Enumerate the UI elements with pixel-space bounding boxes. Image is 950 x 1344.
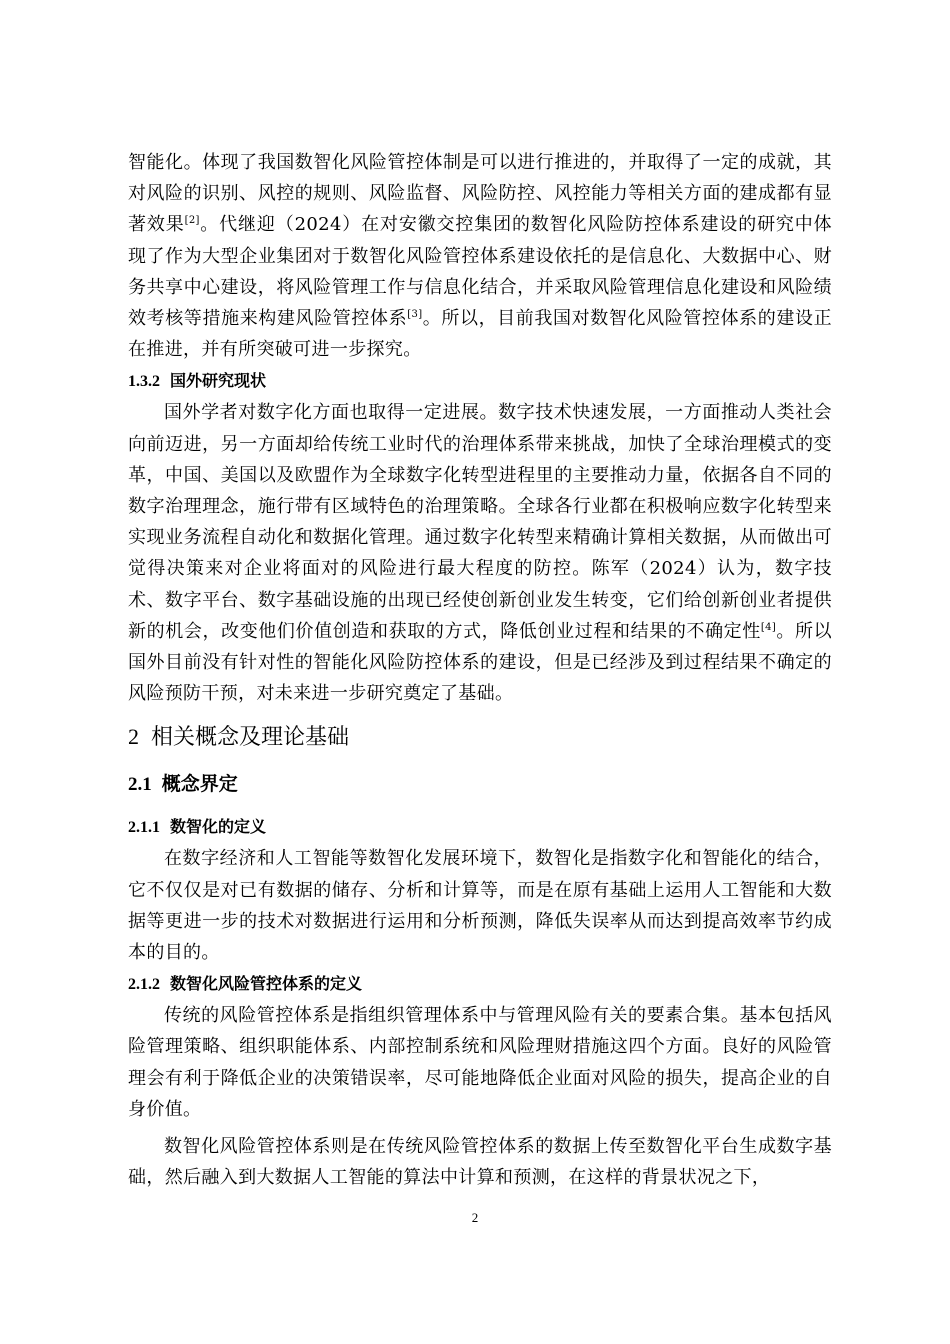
heading-chapter-2 (128, 713, 832, 762)
heading-2-1-1 (128, 811, 832, 843)
citation-3: [3] (407, 309, 423, 321)
section-title: 国外研究现状 (170, 371, 267, 391)
paragraph-text: 。代继迎（2024）在对安徽交控集团的数智化风险防控体系建设的研究中体现了作为大型企业集团对于数智化风险管控体系建设依托的是信息化、大数据中心、财务共享中心建设，将风险管理工作与信息化结合，并采取风险管理信息化建设和风险绩效考核等措施来构建风险管控体系 (128, 214, 832, 330)
section-title: 数智化的定义 (170, 817, 267, 837)
paragraph-digital-risk-control: 数智化风险管控体系则是在传统风险管控体系的数据上传至数智化平台生成数字基础，然后融入到大数据人工智能的算法中计算和预测，在这样的背景状况之下， (128, 1136, 832, 1189)
section-number: 2.1.1 (128, 819, 160, 837)
section-number: 2.1 (128, 774, 152, 796)
heading-2-1-2 (128, 968, 832, 1000)
page-number: 2 (471, 1210, 479, 1225)
paragraph-foreign-research (128, 397, 832, 709)
paragraph-domestic-research-continued (128, 147, 832, 365)
page-body (128, 147, 832, 1193)
paragraph-digital-intelligence-definition: 在数字经济和人工智能等数智化发展环境下，数智化是指数字化和智能化的结合，它不仅仅是对已有数据的储存、分析和计算等，而是在原有基础上运用人工智能和大数据等更进一步的技术对数据进行运用和分析预测，降低失误率从而达到提高效率节约成本的目的。 (128, 848, 832, 964)
section-title: 数智化风险管控体系的定义 (170, 974, 363, 994)
paragraph-traditional-risk-control: 传统的风险管控体系是指组织管理体系中与管理风险有关的要素合集。基本包括风险管理策略、组织职能体系、内部控制系统和风险理财措施这四个方面。良好的风险管理会有利于降低企业的决策错误率，尽可能地降低企业面对风险的损失，提高企业的自身价值。 (128, 1005, 832, 1120)
heading-2-1 (128, 762, 832, 807)
paragraph-text: 智能化。体现了我国数智化风险管控体制是可以进行推进的，并取得了一定的成就，其对风险的识别、风控的规则、风险监督、风险防控、风控能力等相关方面的建成都有显著效果 (128, 152, 832, 236)
paragraph-text: 。所以，目前我国对数智化风险管控体系的建设正在推进，并有所突破可进一步探究。 (128, 308, 832, 361)
section-number: 1.3.2 (128, 373, 160, 391)
citation-4: [4] (760, 621, 777, 633)
paragraph-text: 国外学者对数字化方面也取得一定进展。数字技术快速发展，一方面推动人类社会向前迈进，另一方面却给传统工业时代的治理体系带来挑战，加快了全球治理模式的变革，中国、美国以及欧盟作为全球数字化转型进程里的主要推动力量，依据各自不同的数字治理理念，施行带有区域特色的治理策略。全球各行业都在积极响应数字化转型来实现业务流程自动化和数据化管理。通过数字化转型来精确计算相关数据，从而做出可觉得决策来对企业将面对的风险进行最大程度的防控。陈军（2024）认为，数字技术、数字平台、数字基础设施的出现已经使创新创业发生转变，它们给创新创业者提供新的机会，改变他们价值创造和获取的方式，降低创业过程和结果的不确定性 (128, 402, 832, 642)
citation-2: [2] (184, 215, 200, 227)
chapter-number: 2 (128, 724, 139, 750)
chapter-title: 相关概念及理论基础 (151, 725, 350, 751)
heading-1-3-2 (128, 365, 832, 397)
section-title: 概念界定 (161, 773, 238, 796)
section-number: 2.1.2 (128, 976, 160, 994)
paragraph-text: 。所以国外目前没有针对性的智能化风险防控体系的建设，但是已经涉及到过程结果不确定的风险预防干预，对未来进一步研究奠定了基础。 (128, 620, 832, 705)
